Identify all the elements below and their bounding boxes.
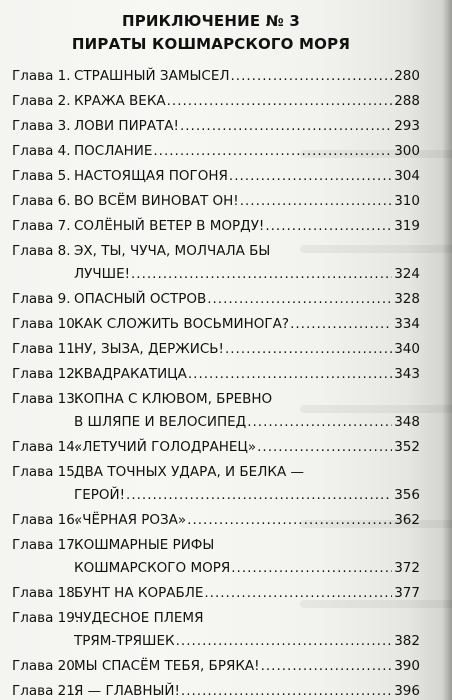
- chapter-title: ЭХ, ТЫ, ЧУЧА, МОЛЧАЛА БЫ: [74, 243, 271, 259]
- chapter-label: Глава 11.: [12, 341, 80, 357]
- dot-leader: [240, 189, 393, 214]
- dot-leader: [180, 114, 392, 139]
- toc-entry: [12, 89, 420, 114]
- chapter-title: ПОСЛАНИЕ: [74, 143, 153, 159]
- chapter-label: Глава 4.: [12, 143, 71, 159]
- toc-entry: [12, 214, 420, 239]
- chapter-label: Глава 21.: [12, 683, 80, 699]
- chapter-label: Глава 2.: [12, 93, 71, 109]
- chapter-title: КОПНА С КЛЮВОМ, БРЕВНО: [74, 391, 273, 407]
- adventure-name-title: ПИРАТЫ КОШМАРСКОГО МОРЯ: [71, 35, 351, 53]
- chapter-label: Глава 13.: [12, 391, 80, 407]
- toc-entry: [12, 239, 420, 287]
- chapter-title: НАСТОЯЩАЯ ПОГОНЯ: [74, 168, 228, 184]
- dot-leader: [131, 262, 392, 287]
- page-number: 396: [394, 683, 420, 699]
- chapter-label: Глава 15.: [12, 464, 80, 480]
- chapter-label: Глава 17.: [12, 537, 80, 553]
- chapter-label: Глава 9.: [12, 291, 71, 307]
- chapter-title: ЛОВИ ПИРАТА!: [74, 118, 179, 134]
- page-number: 324: [394, 266, 420, 282]
- page-number: 328: [394, 291, 420, 307]
- page-number: 340: [394, 341, 420, 357]
- dot-leader: [153, 139, 392, 164]
- chapter-title-continued: ЛУЧШЕ!: [74, 266, 131, 282]
- chapter-title: КОШМАРНЫЕ РИФЫ: [74, 537, 215, 553]
- toc-entry: [12, 164, 420, 189]
- dot-leader: [188, 362, 392, 387]
- page-number: 382: [394, 633, 420, 649]
- dot-leader: [207, 287, 392, 312]
- page-number: 390: [394, 658, 420, 674]
- chapter-label: Глава 14.: [12, 439, 80, 455]
- chapter-title: СТРАШНЫЙ ЗАМЫСЕЛ: [74, 68, 230, 84]
- chapter-label: Глава 19.: [12, 610, 80, 626]
- chapter-title: КАК СЛОЖИТЬ ВОСЬМИНОГА?: [74, 316, 290, 332]
- chapter-title-continued: ГЕРОЙ!: [74, 487, 126, 503]
- toc-entry: [12, 189, 420, 214]
- toc-entry: [12, 533, 420, 581]
- dot-leader: [261, 654, 393, 679]
- dot-leader: [176, 629, 393, 654]
- chapter-title-continued: КОШМАРСКОГО МОРЯ: [74, 560, 231, 576]
- page-number: 352: [394, 439, 420, 455]
- toc-entry: [12, 581, 420, 606]
- page-number: 293: [394, 118, 420, 134]
- chapter-label: Глава 8.: [12, 243, 71, 259]
- page-number: 348: [394, 414, 420, 430]
- toc-entry: [12, 460, 420, 508]
- page-number: 280: [394, 68, 420, 84]
- toc-entry: [12, 387, 420, 435]
- chapter-label: Глава 6.: [12, 193, 71, 209]
- dot-leader: [204, 581, 392, 606]
- chapter-title: БУНТ НА КОРАБЛЕ: [74, 585, 204, 601]
- chapter-label: Глава 3.: [12, 118, 71, 134]
- chapter-title: ВО ВСЁМ ВИНОВАТ ОН!: [74, 193, 239, 209]
- chapter-title: СОЛЁНЫЙ ВЕТЕР В МОРДУ!: [74, 218, 265, 234]
- page-number: 377: [394, 585, 420, 601]
- toc-entry: [12, 508, 420, 533]
- dot-leader: [290, 312, 392, 337]
- chapter-title-continued: ТРЯМ-ТРЯШЕК: [74, 633, 175, 649]
- toc-entry: [12, 435, 420, 460]
- page-edge-shadow: [442, 0, 452, 700]
- chapter-label: Глава 12.: [12, 366, 80, 382]
- toc-entry: [12, 139, 420, 164]
- chapter-title: ОПАСНЫЙ ОСТРОВ: [74, 291, 207, 307]
- page-number: 362: [394, 512, 420, 528]
- dot-leader: [126, 483, 392, 508]
- dot-leader: [247, 410, 392, 435]
- chapter-title: НУ, ЗЫЗА, ДЕРЖИСЬ!: [74, 341, 224, 357]
- chapter-title: «ЧЁРНАЯ РОЗА»: [74, 512, 187, 528]
- chapter-label: Глава 1.: [12, 68, 71, 84]
- page-number: 310: [394, 193, 420, 209]
- dot-leader: [231, 64, 393, 89]
- page-number: 343: [394, 366, 420, 382]
- toc-entry: [12, 312, 420, 337]
- page-number: 300: [394, 143, 420, 159]
- chapter-title-continued: В ШЛЯПЕ И ВЕЛОСИПЕД: [74, 414, 247, 430]
- dot-leader: [229, 164, 392, 189]
- chapter-title: ДВА ТОЧНЫХ УДАРА, И БЕЛКА —: [74, 464, 304, 480]
- toc-entry: [12, 654, 420, 679]
- toc-entry: [12, 606, 420, 654]
- dot-leader: [265, 214, 392, 239]
- adventure-number-title: ПРИКЛЮЧЕНИЕ № 3: [121, 12, 301, 30]
- page-number: 304: [394, 168, 420, 184]
- toc-entry: [12, 337, 420, 362]
- chapter-label: Глава 16.: [12, 512, 80, 528]
- page-number: 372: [394, 560, 420, 576]
- chapter-title: КРАЖА ВЕКА: [74, 93, 166, 109]
- chapter-label: Глава 7.: [12, 218, 71, 234]
- chapter-title: ЧУДЕСНОЕ ПЛЕМЯ: [74, 610, 204, 626]
- dot-leader: [231, 556, 392, 581]
- page-number: 356: [394, 487, 420, 503]
- chapter-label: Глава 10.: [12, 316, 80, 332]
- dot-leader: [167, 89, 393, 114]
- toc-entry: [12, 362, 420, 387]
- chapter-title: Я — ГЛАВНЫЙ!: [74, 683, 180, 699]
- chapter-title: «ЛЕТУЧИЙ ГОЛОДРАНЕЦ»: [74, 439, 257, 455]
- page-number: 334: [394, 316, 420, 332]
- chapter-label: Глава 20.: [12, 658, 80, 674]
- chapter-title: КВАДРАКАТИЦА: [74, 366, 187, 382]
- toc-entry: [12, 114, 420, 139]
- page-number: 319: [394, 218, 420, 234]
- dot-leader: [181, 679, 392, 700]
- page-number: 288: [394, 93, 420, 109]
- dot-leader: [187, 508, 392, 533]
- dot-leader: [225, 337, 392, 362]
- table-of-contents: [12, 64, 420, 700]
- chapter-label: Глава 18.: [12, 585, 80, 601]
- toc-entry: [12, 679, 420, 700]
- toc-entry: [12, 64, 420, 89]
- chapter-label: Глава 5.: [12, 168, 71, 184]
- dot-leader: [257, 435, 392, 460]
- toc-entry: [12, 287, 420, 312]
- chapter-title: МЫ СПАСЁМ ТЕБЯ, БРЯКА!: [74, 658, 260, 674]
